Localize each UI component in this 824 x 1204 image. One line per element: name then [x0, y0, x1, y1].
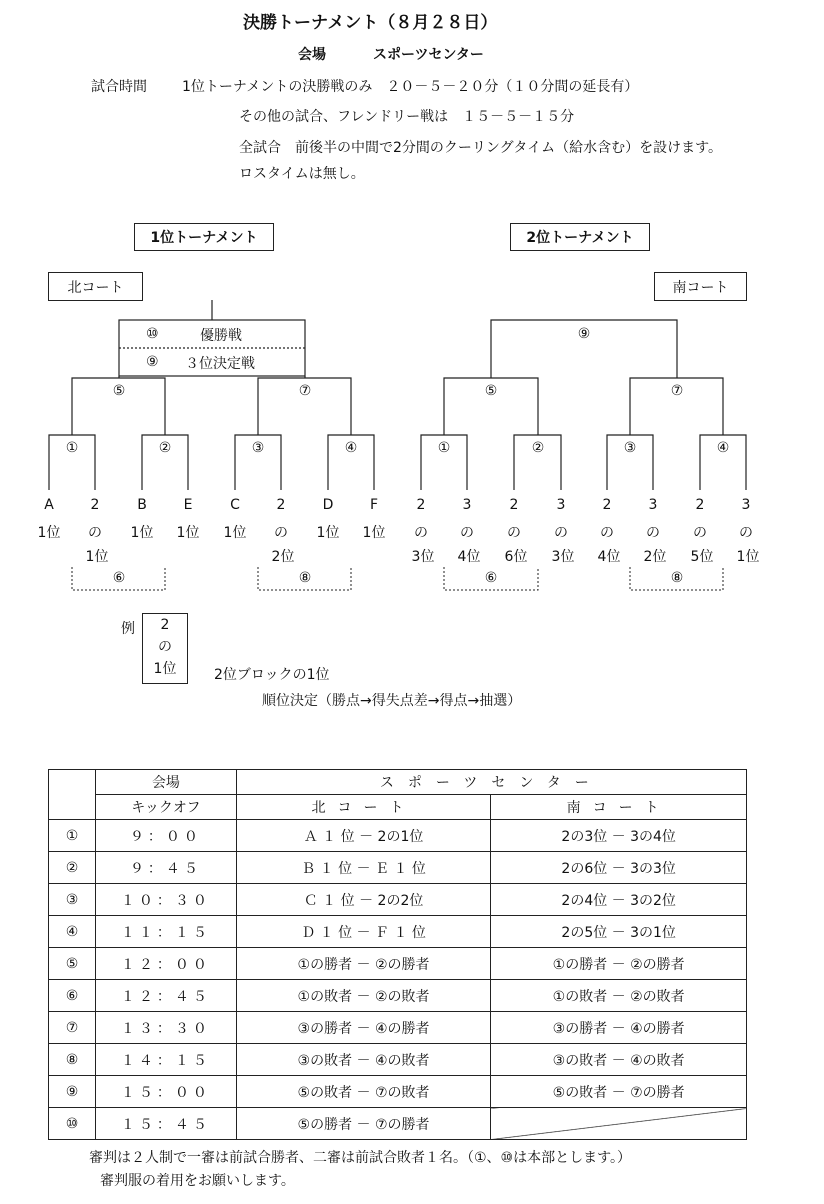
b2-match-1: ①: [437, 440, 451, 456]
b2-team-3-line2: の: [507, 525, 521, 541]
row-north-match: ⑤の勝者 － ⑦の勝者: [236, 1108, 491, 1140]
b1-friendly-2: ⑧: [298, 570, 312, 586]
venue-label: 会場: [298, 47, 326, 63]
row-number: ⑩: [49, 1108, 96, 1140]
b1-match-3: ③: [251, 440, 265, 456]
b1-match-1: ①: [65, 440, 79, 456]
bracket1-court: 北コート: [48, 272, 143, 301]
b1-team-2-line1: 2: [90, 497, 100, 513]
b2-team-4-line3: 3位: [551, 549, 575, 565]
example-label: 例: [121, 621, 135, 637]
b2-team-1-line3: 3位: [411, 549, 435, 565]
row-number: ③: [49, 884, 96, 916]
b1-team-2-line3: 1位: [85, 549, 109, 565]
example-box: [142, 613, 188, 684]
b2-team-2-line3: 4位: [457, 549, 481, 565]
row-time: １２：００: [95, 948, 236, 980]
row-time: １３：３０: [95, 1012, 236, 1044]
example-box-line2: の: [158, 639, 172, 655]
header-south-court: 南コート: [491, 795, 747, 820]
venue-name: スポーツセンター: [373, 47, 484, 63]
time-line-final: 1位トーナメントの決勝戦のみ ２０－５－２０分（１０分間の延長有）: [182, 79, 639, 95]
b2-match-2: ②: [531, 440, 545, 456]
third-place-number: ⑨: [146, 354, 159, 370]
table-row: [49, 916, 747, 948]
row-number: ⑦: [49, 1012, 96, 1044]
row-number: ⑧: [49, 1044, 96, 1076]
b1-team-1-line2: 1位: [37, 525, 61, 541]
b1-match-4: ④: [344, 440, 358, 456]
row-north-match: ③の敗者 － ④の敗者: [236, 1044, 491, 1076]
header-kickoff: キックオフ: [95, 795, 236, 820]
header-venue-name: スポーツセンター: [236, 770, 746, 795]
table-row: [49, 1044, 747, 1076]
row-south-match: ⑤の敗者 － ⑦の勝者: [491, 1076, 747, 1108]
row-time: １５：００: [95, 1076, 236, 1108]
b2-final: ⑨: [577, 326, 591, 342]
row-north-match: ①の敗者 － ②の敗者: [236, 980, 491, 1012]
b2-team-6-line3: 2位: [643, 549, 667, 565]
table-row: [49, 820, 747, 852]
time-line-cooling: 全試合 前後半の中間で2分間のクーリングタイム（給水含む）を設けます。: [239, 140, 722, 156]
row-north-match: Ａ １ 位 － 2の1位: [236, 820, 491, 852]
row-time: １４：１５: [95, 1044, 236, 1076]
header-venue: 会場: [95, 770, 236, 795]
b1-semi-1: ⑤: [112, 383, 126, 399]
row-north-match: Ｂ １ 位 － Ｅ １ 位: [236, 852, 491, 884]
b2-team-1-line2: の: [414, 525, 428, 541]
b1-semi-2: ⑦: [298, 383, 312, 399]
b1-team-1-line1: A: [44, 497, 54, 513]
b1-team-6-line3: 2位: [271, 549, 295, 565]
b1-team-8-line1: F: [369, 497, 379, 513]
b2-team-6-line2: の: [646, 525, 660, 541]
row-south-match: ③の敗者 － ④の敗者: [491, 1044, 747, 1076]
b2-friendly-2: ⑧: [670, 570, 684, 586]
b2-team-8-line2: の: [739, 525, 753, 541]
table-row: [49, 980, 747, 1012]
example-box-line3: 1位: [153, 661, 177, 677]
row-north-match: ③の勝者 － ④の勝者: [236, 1012, 491, 1044]
b1-team-4-line2: 1位: [176, 525, 200, 541]
time-line-losstime: ロスタイムは無し。: [239, 166, 365, 182]
b1-match-2: ②: [158, 440, 172, 456]
referee-note: 審判は２人制で一審は前試合勝者、二審は前試合敗者１名。（①、⑩は本部とします。）: [89, 1150, 631, 1166]
b2-team-7-line3: 5位: [690, 549, 714, 565]
b2-team-5-line3: 4位: [597, 549, 621, 565]
table-row: [49, 948, 747, 980]
row-time: １１：１５: [95, 916, 236, 948]
row-south-match: ①の敗者 － ②の敗者: [491, 980, 747, 1012]
row-north-match: Ｄ １ 位 － Ｆ １ 位: [236, 916, 491, 948]
b2-team-4-line2: の: [554, 525, 568, 541]
b2-team-3-line3: 6位: [504, 549, 528, 565]
b2-team-6-line1: 3: [648, 497, 658, 513]
b2-team-2-line2: の: [460, 525, 474, 541]
time-label: 試合時間: [91, 79, 147, 95]
row-south-match: 2の3位 － 3の4位: [491, 820, 747, 852]
example-box-line1: 2: [160, 617, 170, 633]
time-line-other: その他の試合、フレンドリー戦は １５－５－１５分: [239, 109, 575, 125]
b2-match-3: ③: [623, 440, 637, 456]
schedule-table: [48, 769, 747, 1140]
row-south-empty: [491, 1108, 747, 1140]
b1-team-6-line2: の: [274, 525, 288, 541]
b2-match-4: ④: [716, 440, 730, 456]
b2-team-7-line1: 2: [695, 497, 705, 513]
b1-team-7-line1: D: [322, 497, 334, 513]
row-time: １０：３０: [95, 884, 236, 916]
bracket1-title: 1位トーナメント: [134, 223, 274, 251]
row-south-match: 2の4位 － 3の2位: [491, 884, 747, 916]
row-time: ９：４５: [95, 852, 236, 884]
header-corner-cell: [49, 770, 96, 820]
row-north-match: ①の勝者 － ②の勝者: [236, 948, 491, 980]
b2-team-5-line1: 2: [602, 497, 612, 513]
table-row: [49, 884, 747, 916]
row-number: ①: [49, 820, 96, 852]
row-number: ⑨: [49, 1076, 96, 1108]
row-number: ⑥: [49, 980, 96, 1012]
row-number: ⑤: [49, 948, 96, 980]
b2-team-3-line1: 2: [509, 497, 519, 513]
third-place-label: ３位決定戦: [185, 356, 255, 372]
b2-team-2-line1: 3: [462, 497, 472, 513]
b2-team-8-line3: 1位: [736, 549, 760, 565]
row-time: ９：００: [95, 820, 236, 852]
b1-team-3-line1: B: [137, 497, 147, 513]
b2-team-8-line1: 3: [741, 497, 751, 513]
ranking-rule: 順位決定（勝点→得失点差→得点→抽選）: [262, 693, 522, 709]
b2-team-7-line2: の: [693, 525, 707, 541]
table-row: [49, 1012, 747, 1044]
bracket2-title: 2位トーナメント: [510, 223, 650, 251]
header-north-court: 北コート: [236, 795, 491, 820]
row-north-match: Ｃ １ 位 － 2の2位: [236, 884, 491, 916]
example-description: 2位ブロックの1位: [214, 667, 330, 683]
final-number: ⑩: [146, 326, 159, 342]
row-number: ②: [49, 852, 96, 884]
row-time: １５：４５: [95, 1108, 236, 1140]
row-time: １２：４５: [95, 980, 236, 1012]
b1-team-4-line1: E: [183, 497, 193, 513]
row-north-match: ⑤の敗者 － ⑦の敗者: [236, 1076, 491, 1108]
b1-team-6-line1: 2: [276, 497, 286, 513]
row-south-match: 2の5位 － 3の1位: [491, 916, 747, 948]
b1-team-8-line2: 1位: [362, 525, 386, 541]
b2-team-1-line1: 2: [416, 497, 426, 513]
row-south-match: 2の6位 － 3の3位: [491, 852, 747, 884]
row-south-match: ①の勝者 － ②の勝者: [491, 948, 747, 980]
b2-semi-1: ⑤: [484, 383, 498, 399]
table-row: [49, 1076, 747, 1108]
b1-team-3-line2: 1位: [130, 525, 154, 541]
b1-team-7-line2: 1位: [316, 525, 340, 541]
row-number: ④: [49, 916, 96, 948]
b2-team-4-line1: 3: [556, 497, 566, 513]
table-header-row-1: [49, 770, 747, 795]
bracket2-court: 南コート: [654, 272, 747, 301]
b1-team-5-line2: 1位: [223, 525, 247, 541]
b1-team-2-line2: の: [88, 525, 102, 541]
uniform-note: 審判服の着用をお願いします。: [100, 1173, 295, 1189]
b2-semi-2: ⑦: [670, 383, 684, 399]
b2-friendly-1: ⑥: [484, 570, 498, 586]
b1-team-5-line1: C: [230, 497, 240, 513]
final-label: 優勝戦: [200, 328, 242, 344]
b2-team-5-line2: の: [600, 525, 614, 541]
row-south-match: ③の勝者 － ④の勝者: [491, 1012, 747, 1044]
table-row: [49, 852, 747, 884]
page-title: 決勝トーナメント（８月２８日）: [243, 13, 498, 33]
table-row: [49, 1108, 747, 1140]
table-header-row-2: [49, 795, 747, 820]
b1-friendly-1: ⑥: [112, 570, 126, 586]
